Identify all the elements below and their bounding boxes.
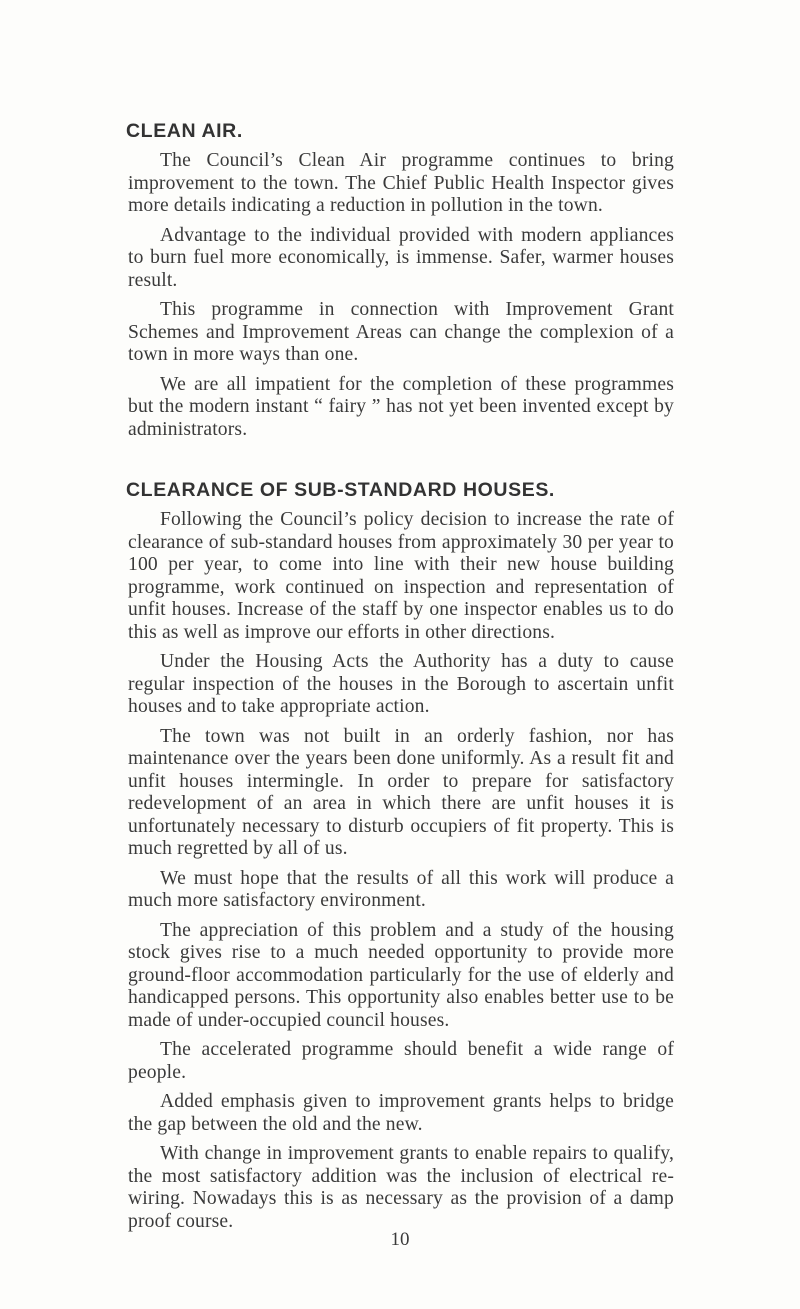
paragraph: The appreciation of this problem and a study of the housing stock gives rise to a much needed opportunity to provide more ground-floor accommodation particularly for the use of elderly and handicapped persons. This opportunity also enables better use to be made of under-occupied council houses. xyxy=(128,919,674,1031)
paragraph: Under the Housing Acts the Authority has a duty to cause regular inspection of the houses in the Borough to ascertain unfit houses and to take appropriate action. xyxy=(128,651,674,717)
paragraph: Added emphasis given to improvement grants helps to bridge the gap between the old and the new. xyxy=(128,1091,674,1135)
paragraph: We must hope that the results of all this work will produce a much more satisfactory environment. xyxy=(128,867,674,911)
section-heading-clearance: CLEARANCE OF SUB-STANDARD HOUSES. xyxy=(126,479,555,501)
paragraph: The town was not built in an orderly fashion, nor has maintenance over the years been done uniformly. As a result fit and unfit houses intermingle. In order to prepare for satisfactory redevelopment of an area in which there are unfit houses it is unfortunately necessary to disturb occupiers of fit property. This is much regretted by all of us. xyxy=(128,725,674,859)
paragraph: The Council’s Clean Air programme continues to bring improvement to the town. The Chief Public Health Inspector gives more details indicating a reduction in pollution in the town. xyxy=(128,150,674,216)
paragraph: The accelerated programme should benefit a wide range of people. xyxy=(128,1039,674,1083)
page-number: 10 xyxy=(390,1229,410,1250)
paragraph: Advantage to the individual provided with modern appliances to burn fuel more economically, is immense. Safer, warmer houses result. xyxy=(128,224,674,291)
paragraph: We are all impatient for the completion of these programmes but the modern instant “ fairy ” has not yet been invented except by administrators. xyxy=(128,373,674,440)
page-content xyxy=(128,118,674,1240)
section-heading-clean-air: CLEAN AIR. xyxy=(126,120,243,142)
paragraph: Following the Council’s policy decision to increase the rate of clearance of sub-standard houses from approximately 30 per year to 100 per year, to come into line with their new house building programme, work continued on inspection and representation of unfit houses. Increase of the staff by one inspector enables us to do this as well as improve our efforts in other directions. xyxy=(128,509,674,643)
paragraph: With change in improvement grants to enable repairs to qualify, the most satisfactory addition was the inclusion of electrical re-wiring. Nowadays this is as necessary as the provision of a damp proof course. xyxy=(128,1143,674,1232)
paragraph: This programme in connection with Improvement Grant Schemes and Improvement Areas can change the complexion of a town in more ways than one. xyxy=(128,299,674,365)
